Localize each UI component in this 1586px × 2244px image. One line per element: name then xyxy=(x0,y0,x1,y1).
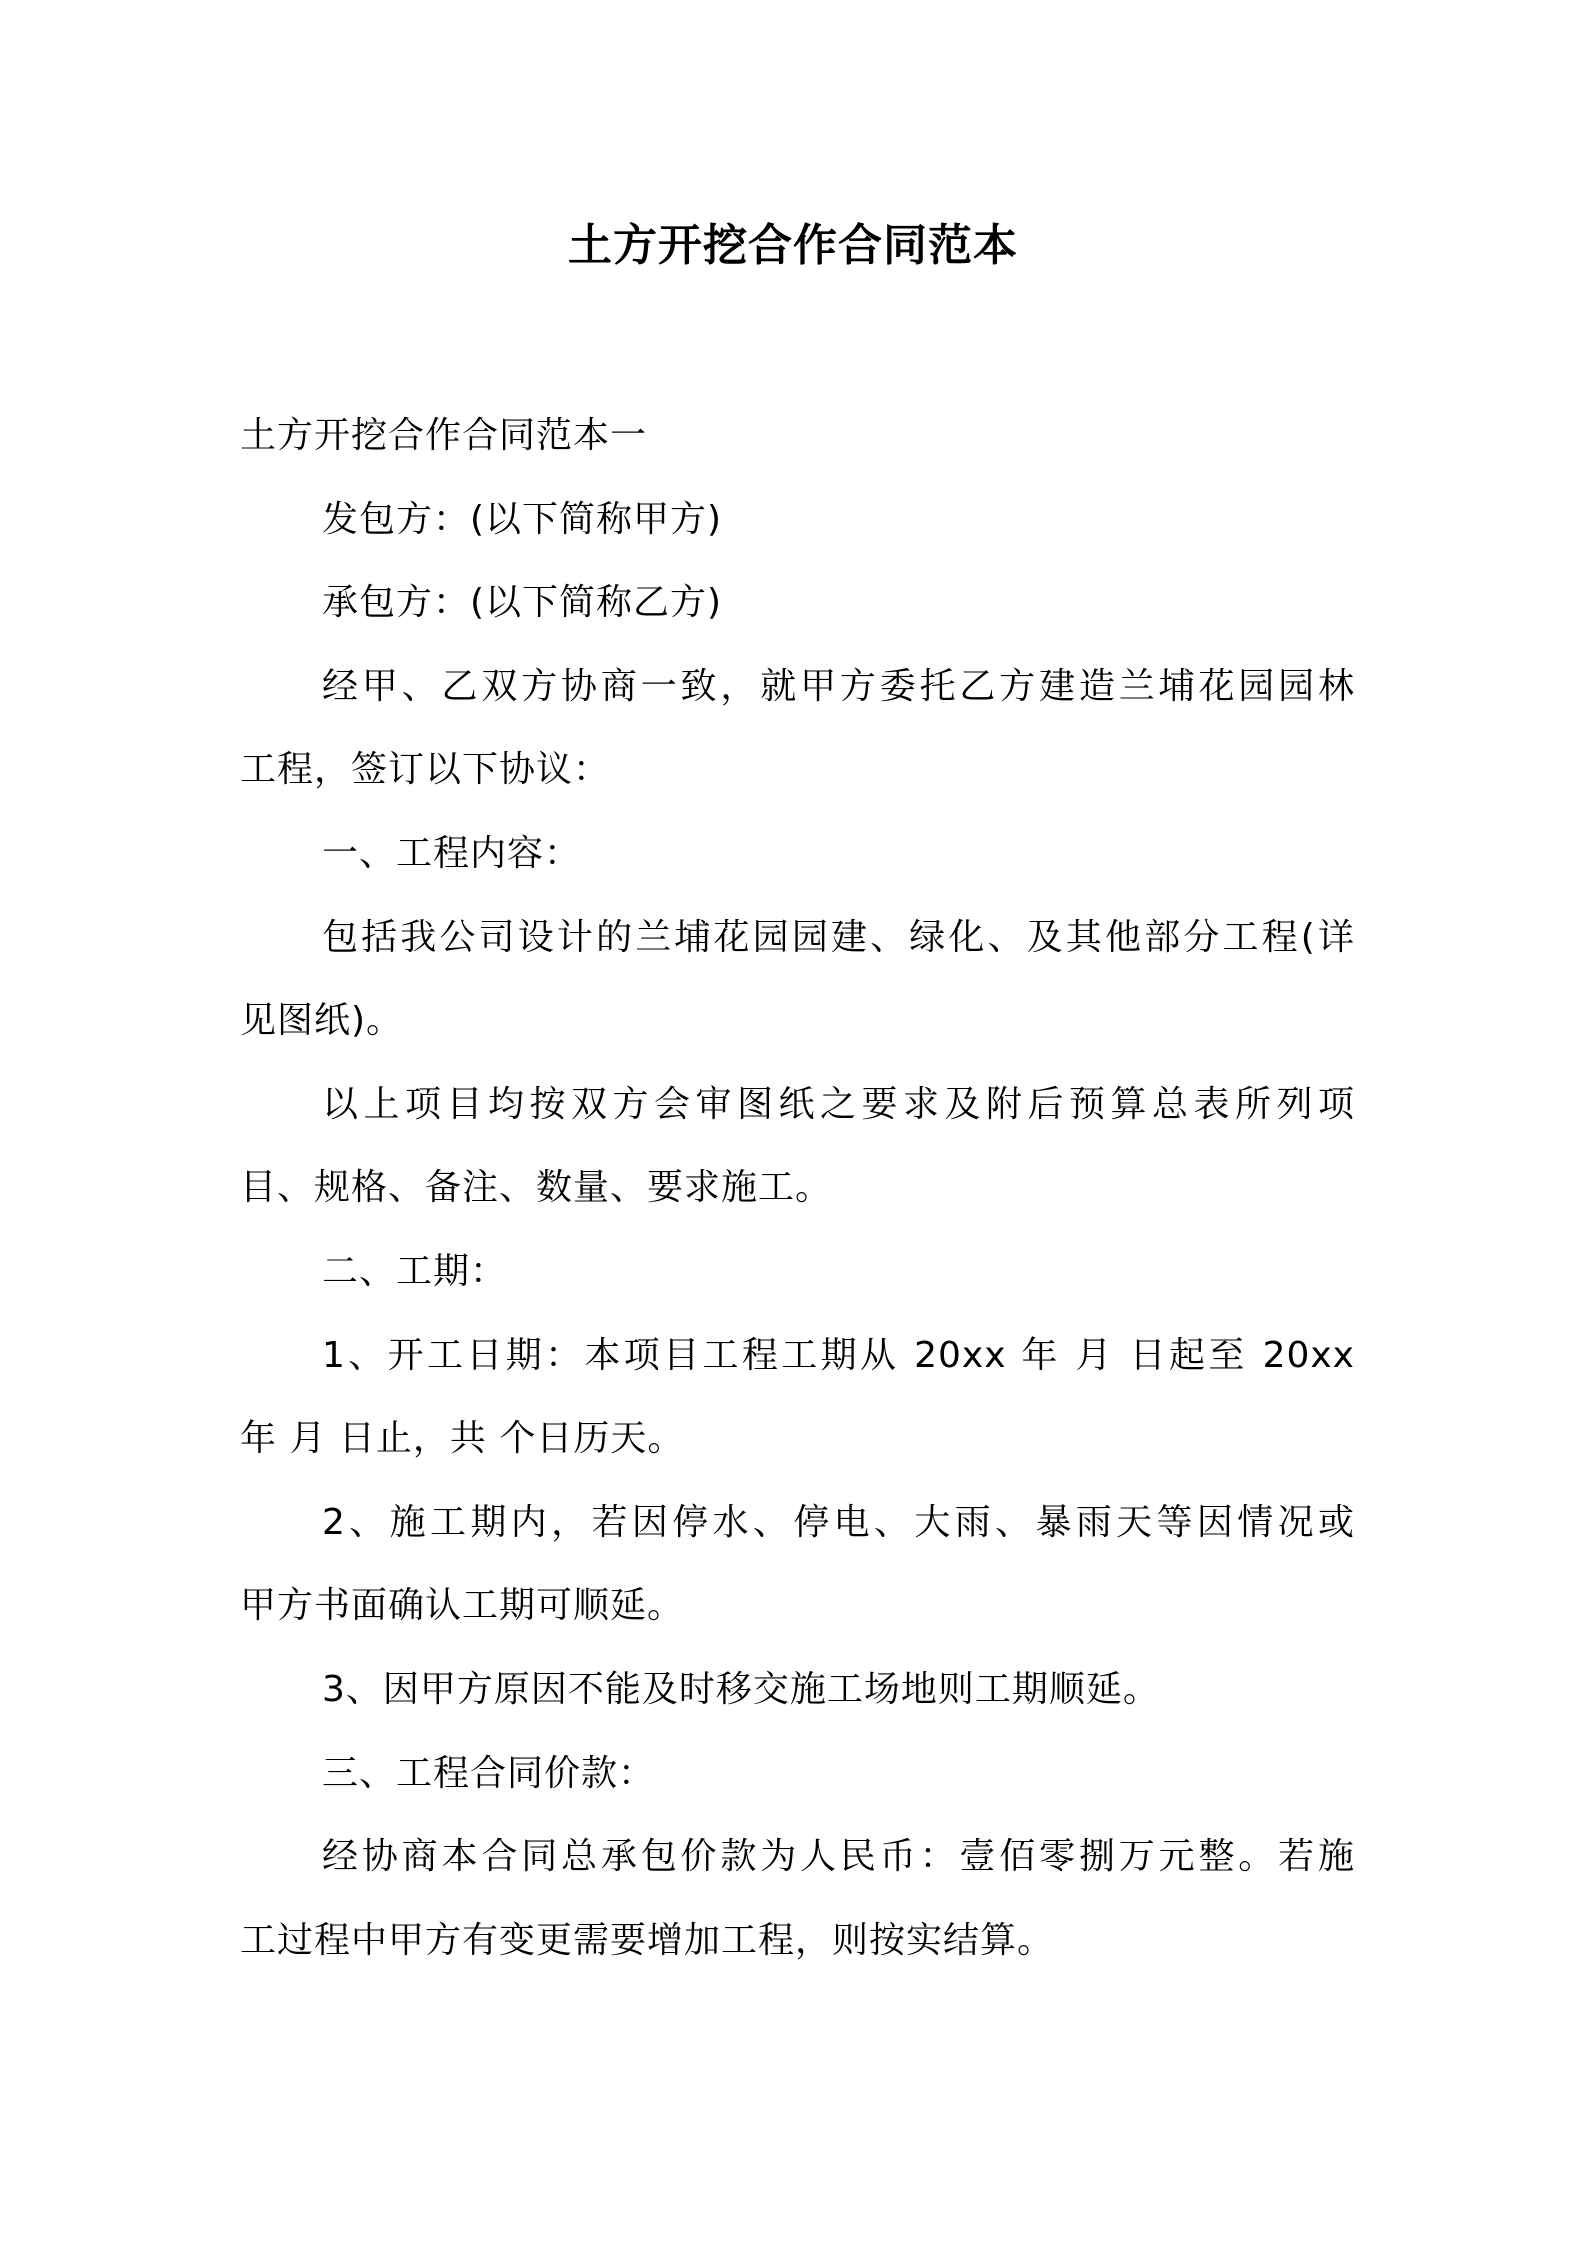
paragraph-line: 工程，签订以下协议： xyxy=(240,749,611,790)
paragraph-line: 包括我公司设计的兰埔花园园建、绿化、及其他部分工程(详 xyxy=(322,917,1355,958)
party-a-line: 发包方：(以下简称甲方) xyxy=(322,499,723,540)
paragraph-line: 甲方书面确认工期可顺延。 xyxy=(240,1585,685,1626)
paragraph-line: 经协商本合同总承包价款为人民币：壹佰零捌万元整。若施 xyxy=(322,1836,1355,1877)
document-title: 土方开挖合作合同范本 xyxy=(568,220,1018,271)
paragraph-line: 经甲、乙双方协商一致，就甲方委托乙方建造兰埔花园园林 xyxy=(322,666,1355,707)
paragraph-line: 3、因甲方原因不能及时移交施工场地则工期顺延。 xyxy=(322,1669,1160,1710)
paragraph-line: 以上项目均按双方会审图纸之要求及附后预算总表所列项 xyxy=(322,1084,1355,1125)
party-b-line: 承包方：(以下简称乙方) xyxy=(322,582,723,623)
paragraph-line: 1、开工日期：本项目工程工期从 20xx 年 月 日起至 20xx xyxy=(322,1335,1355,1376)
clause-heading: 一、工程内容： xyxy=(322,833,582,874)
paragraph-line: 目、规格、备注、数量、要求施工。 xyxy=(240,1167,833,1208)
paragraph-line: 年 月 日止，共 个日历天。 xyxy=(240,1418,685,1459)
paragraph-line: 工过程中甲方有变更需要增加工程，则按实结算。 xyxy=(240,1920,1055,1961)
paragraph-line: 见图纸)。 xyxy=(240,1000,404,1041)
section-heading: 土方开挖合作合同范本一 xyxy=(240,415,648,456)
clause-heading: 二、工期： xyxy=(322,1251,508,1292)
clause-heading: 三、工程合同价款： xyxy=(322,1753,656,1794)
paragraph-line: 2、施工期内，若因停水、停电、大雨、暴雨天等因情况或 xyxy=(322,1502,1355,1543)
